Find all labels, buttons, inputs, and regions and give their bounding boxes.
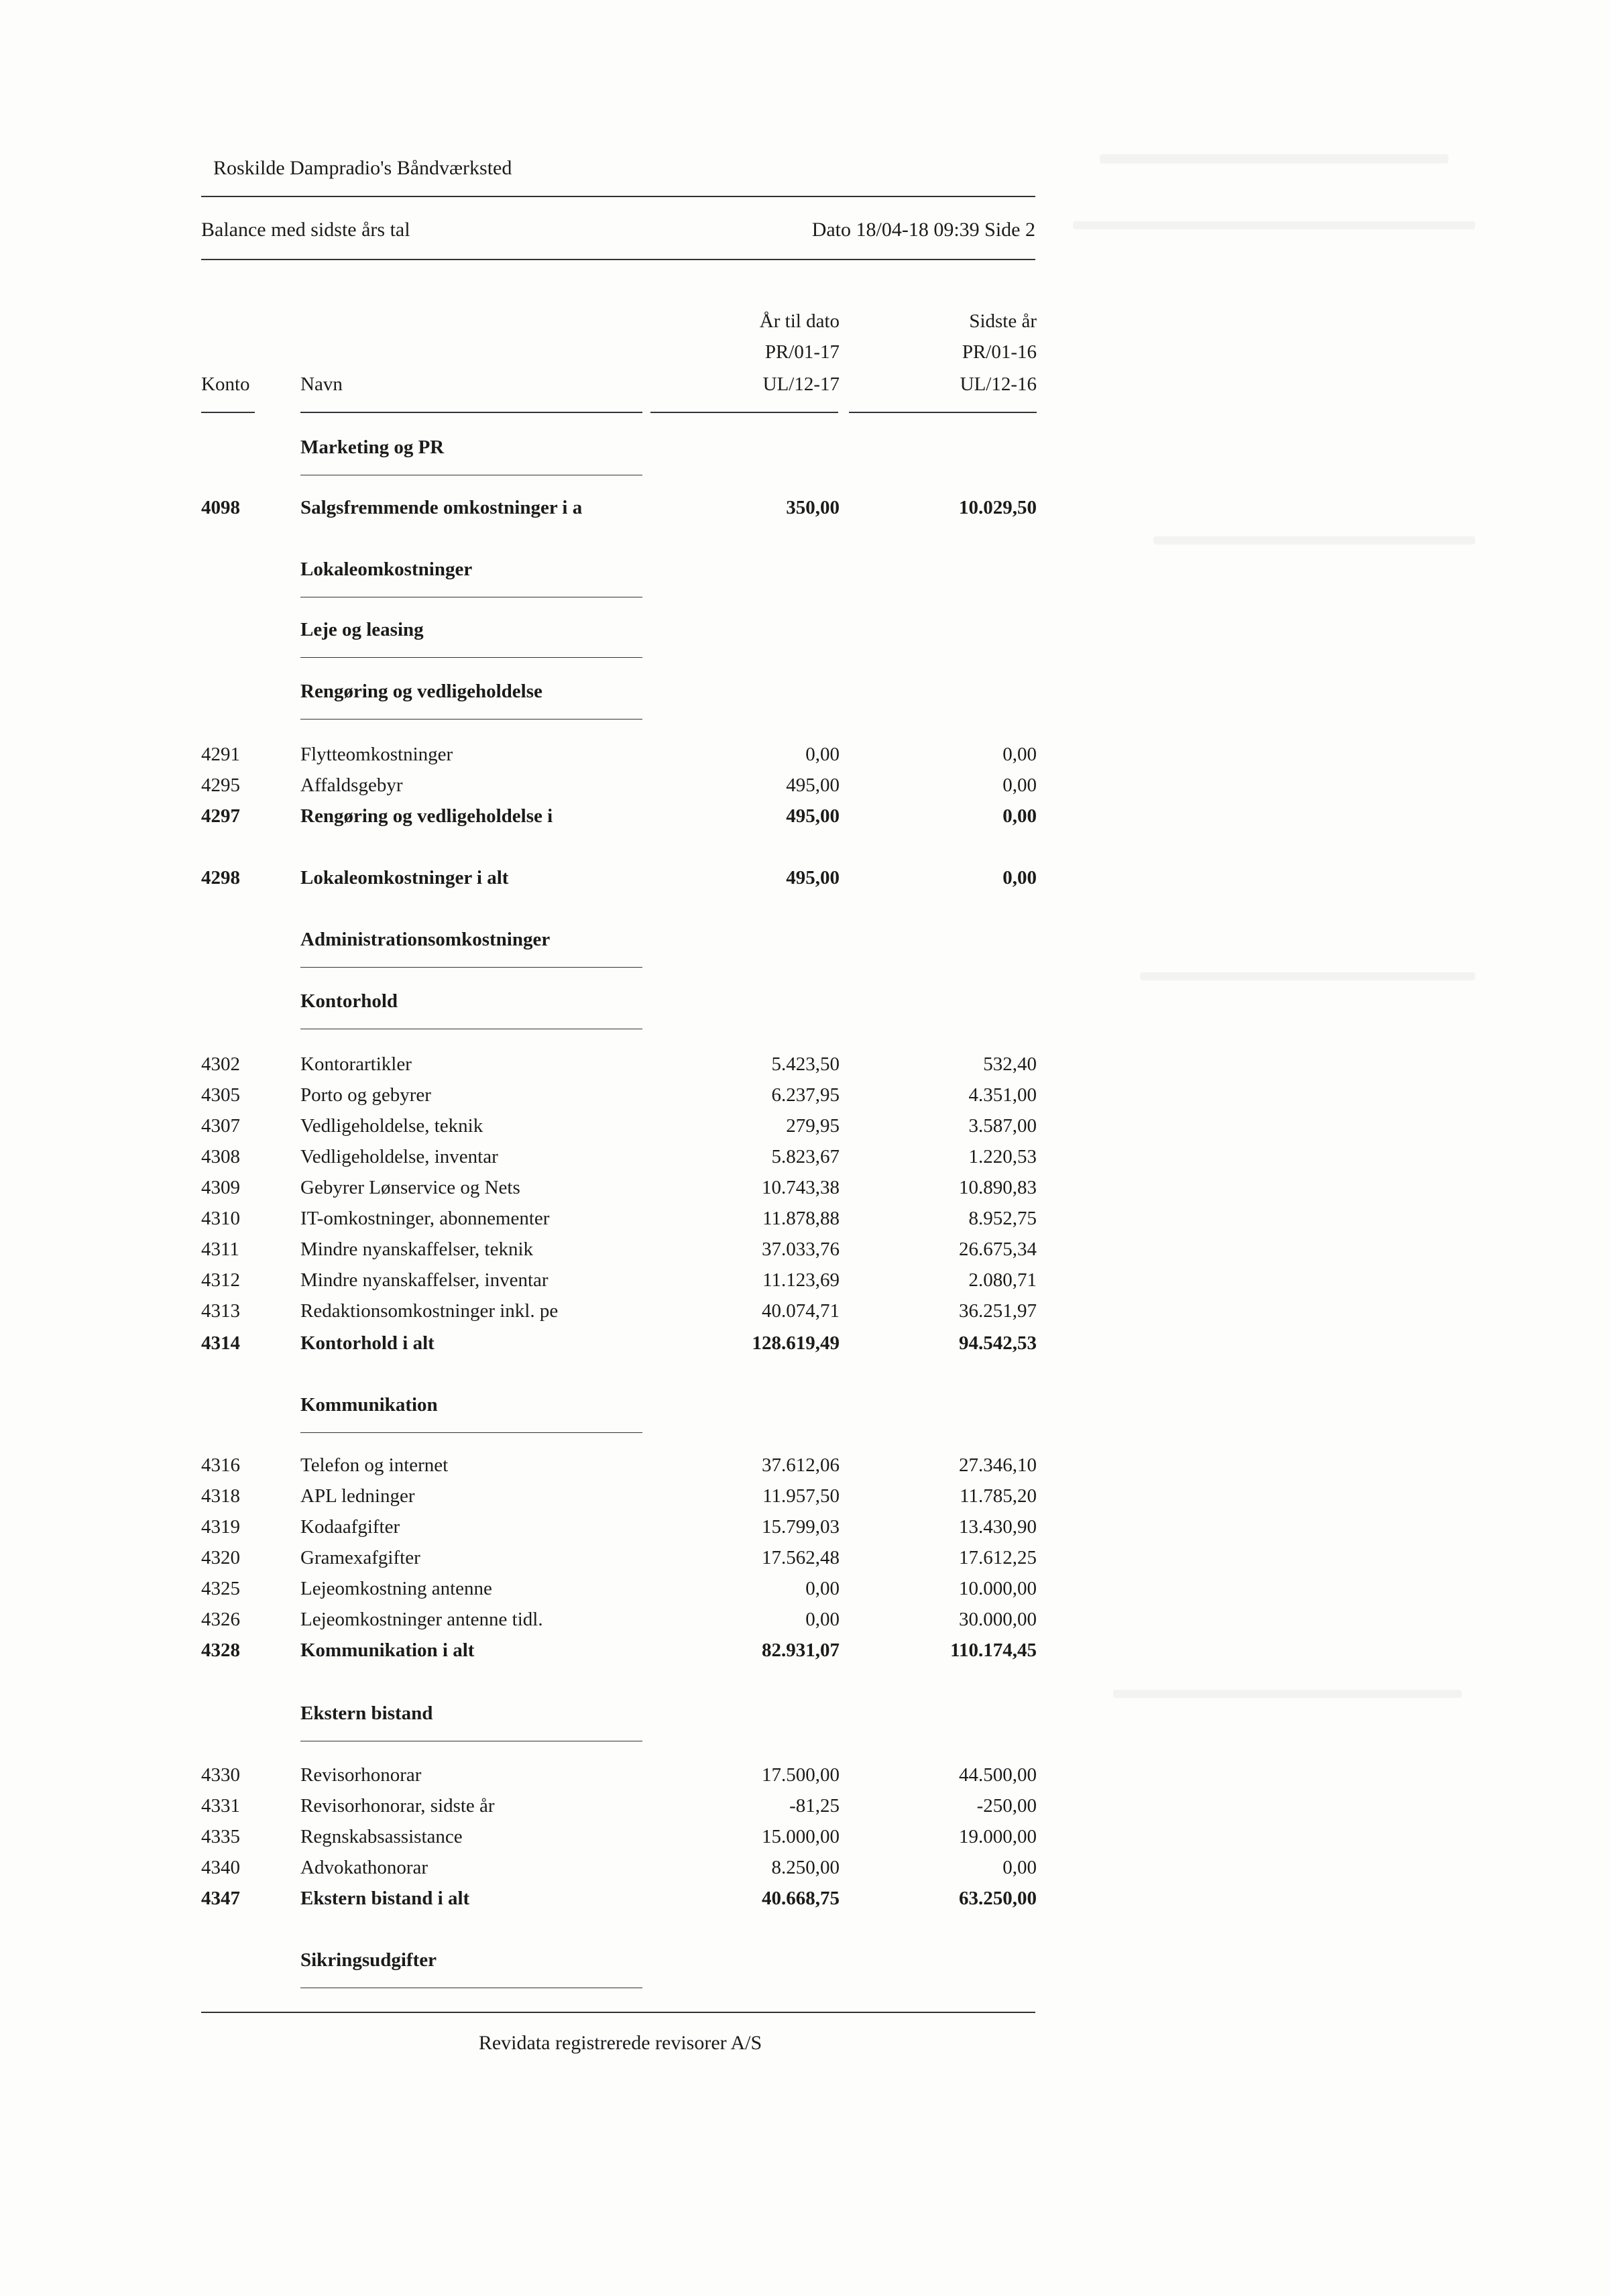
account-row-konto: 4307 [201,1115,240,1137]
account-row-value-current: 0,00 [805,1609,840,1630]
section-heading: Kontorhold [300,990,398,1012]
col1-header-line3: UL/12-17 [762,374,840,395]
account-row-name: Porto og gebyrer [300,1084,431,1106]
account-row-konto: 4295 [201,774,240,796]
account-row-value-current: 6.237,95 [771,1084,840,1106]
account-row-value-current: 40.074,71 [762,1300,840,1322]
col1-header-underline [650,412,838,413]
total-row-name: Kontorhold i alt [300,1332,435,1354]
account-row-value-current: 8.250,00 [771,1857,840,1878]
account-row-value-previous: 17.612,25 [959,1547,1037,1568]
account-row-value-previous: 13.430,90 [959,1516,1037,1538]
account-row-konto: 4316 [201,1454,240,1476]
total-row-value-previous: 10.029,50 [959,497,1037,518]
account-row-name: Lejeomkostninger antenne tidl. [300,1609,543,1630]
account-row-value-previous: 8.952,75 [968,1208,1037,1229]
account-row-value-previous: 0,00 [1002,744,1037,765]
account-row-value-previous: 10.000,00 [959,1578,1037,1599]
total-row-konto: 4298 [201,867,240,888]
account-row-konto: 4319 [201,1516,240,1538]
account-row-konto: 4309 [201,1177,240,1198]
account-row-value-previous: 44.500,00 [959,1764,1037,1786]
account-row-value-previous: 0,00 [1002,1857,1037,1878]
total-row-value-current: 128.619,49 [752,1332,840,1354]
account-row-konto: 4330 [201,1764,240,1786]
account-row-name: Kontorartikler [300,1053,412,1075]
account-row-name: Regnskabsassistance [300,1826,463,1847]
account-row-value-current: 10.743,38 [762,1177,840,1198]
date-page-info: Dato 18/04-18 09:39 Side 2 [811,219,1035,241]
section-heading: Administrationsomkostninger [300,929,551,950]
total-row-value-previous: 63.250,00 [959,1888,1037,1909]
account-row-value-previous: 2.080,71 [968,1269,1037,1291]
account-row-konto: 4320 [201,1547,240,1568]
account-row-name: Flytteomkostninger [300,744,453,765]
section-heading: Sikringsudgifter [300,1949,437,1971]
report-title: Balance med sidste års tal [201,219,410,241]
total-row-konto: 4098 [201,497,240,518]
account-row-value-current: 37.612,06 [762,1454,840,1476]
account-row-konto: 4325 [201,1578,240,1599]
account-row-konto: 4312 [201,1269,240,1291]
col2-header-underline [849,412,1037,413]
konto-header: Konto [201,374,250,395]
account-row-value-current: 0,00 [805,1578,840,1599]
account-row-name: Vedligeholdelse, teknik [300,1115,483,1137]
account-row-value-current: 17.562,48 [762,1547,840,1568]
total-row-name: Salgsfremmende omkostninger i a [300,497,583,518]
account-row-value-current: 0,00 [805,744,840,765]
total-row-konto: 4328 [201,1640,240,1661]
account-row-name: Mindre nyanskaffelser, inventar [300,1269,549,1291]
col1-header-line1: År til dato [759,310,840,332]
col2-header-line2: PR/01-16 [962,341,1037,363]
account-row-konto: 4302 [201,1053,240,1075]
account-row-value-current: 495,00 [786,774,840,796]
account-row-value-current: 279,95 [786,1115,840,1137]
account-row-name: Kodaafgifter [300,1516,400,1538]
section-heading: Lokaleomkostninger [300,559,473,580]
account-row-konto: 4291 [201,744,240,765]
account-row-value-previous: 3.587,00 [968,1115,1037,1137]
account-row-name: APL ledninger [300,1485,415,1507]
account-row-value-previous: 36.251,97 [959,1300,1037,1322]
account-row-value-current: 11.878,88 [762,1208,840,1229]
account-row-name: Affaldsgebyr [300,774,403,796]
account-row-name: Revisorhonorar [300,1764,422,1786]
account-row-konto: 4311 [201,1239,239,1260]
konto-header-underline [201,412,255,413]
account-row-name: Telefon og internet [300,1454,449,1476]
account-row-name: Gebyrer Lønservice og Nets [300,1177,520,1198]
col2-header-line1: Sidste år [969,310,1037,332]
total-row-value-current: 82.931,07 [762,1640,840,1661]
col2-header-line3: UL/12-16 [960,374,1037,395]
total-row-value-previous: 110.174,45 [950,1640,1037,1661]
section-heading: Kommunikation [300,1394,438,1416]
total-row-value-previous: 0,00 [1002,867,1037,888]
account-row-value-current: 15.799,03 [762,1516,840,1538]
section-heading: Marketing og PR [300,437,445,458]
account-row-konto: 4308 [201,1146,240,1167]
account-row-value-current: 11.957,50 [762,1485,840,1507]
total-row-value-current: 40.668,75 [762,1888,840,1909]
company-name: Roskilde Dampradio's Båndværksted [213,157,512,179]
account-row-value-previous: 4.351,00 [968,1084,1037,1106]
total-row-value-current: 350,00 [786,497,840,518]
account-row-value-previous: 532,40 [983,1053,1037,1075]
account-row-value-previous: -250,00 [976,1795,1037,1817]
scan-artifact [1113,1690,1462,1698]
account-row-value-current: 15.000,00 [762,1826,840,1847]
account-row-value-previous: 30.000,00 [959,1609,1037,1630]
account-row-name: Gramexafgifter [300,1547,420,1568]
section-heading-underline [300,657,642,658]
total-row-value-current: 495,00 [786,867,840,888]
account-row-konto: 4310 [201,1208,240,1229]
navn-header: Navn [300,374,343,395]
total-row-konto: 4297 [201,805,240,827]
account-row-konto: 4313 [201,1300,240,1322]
account-row-konto: 4331 [201,1795,240,1817]
col1-header-line2: PR/01-17 [764,341,840,363]
account-row-konto: 4340 [201,1857,240,1878]
account-row-konto: 4305 [201,1084,240,1106]
account-row-value-current: 37.033,76 [762,1239,840,1260]
account-row-value-current: -81,25 [789,1795,840,1817]
account-row-name: Advokathonorar [300,1857,428,1878]
section-heading: Leje og leasing [300,619,424,640]
footer-rule [201,2012,1035,2013]
total-row-konto: 4347 [201,1888,240,1909]
section-heading: Ekstern bistand [300,1703,433,1724]
scan-artifact [1153,536,1475,544]
account-row-value-previous: 19.000,00 [959,1826,1037,1847]
total-row-konto: 4314 [201,1332,240,1354]
account-row-value-current: 11.123,69 [762,1269,840,1291]
section-heading-underline [300,967,642,968]
scan-artifact [1100,154,1448,164]
account-row-value-current: 5.423,50 [771,1053,840,1075]
total-row-name: Rengøring og vedligeholdelse i [300,805,553,827]
account-row-konto: 4318 [201,1485,240,1507]
total-row-name: Kommunikation i alt [300,1640,475,1661]
account-row-value-previous: 11.785,20 [960,1485,1037,1507]
account-row-value-previous: 26.675,34 [959,1239,1037,1260]
header-rule-bottom [201,259,1035,260]
account-row-name: Vedligeholdelse, inventar [300,1146,498,1167]
total-row-value-previous: 0,00 [1002,805,1037,827]
account-row-konto: 4335 [201,1826,240,1847]
account-row-value-previous: 10.890,83 [959,1177,1037,1198]
account-row-name: Lejeomkostning antenne [300,1578,492,1599]
account-row-value-current: 5.823,67 [771,1146,840,1167]
account-row-value-current: 17.500,00 [762,1764,840,1786]
account-row-name: Revisorhonorar, sidste år [300,1795,495,1817]
account-row-value-previous: 27.346,10 [959,1454,1037,1476]
total-row-name: Lokaleomkostninger i alt [300,867,509,888]
total-row-value-current: 495,00 [786,805,840,827]
account-row-name: Redaktionsomkostninger inkl. pe [300,1300,559,1322]
footer-text: Revidata registrerede revisorer A/S [478,2032,762,2054]
header-rule-top [201,196,1035,197]
scan-artifact [1140,972,1475,980]
scan-artifact [1073,221,1475,229]
total-row-name: Ekstern bistand i alt [300,1888,470,1909]
section-heading-underline [300,1432,642,1433]
account-row-value-previous: 1.220,53 [968,1146,1037,1167]
navn-header-underline [300,412,642,413]
account-row-value-previous: 0,00 [1002,774,1037,796]
account-row-name: Mindre nyanskaffelser, teknik [300,1239,534,1260]
total-row-value-previous: 94.542,53 [959,1332,1037,1354]
account-row-name: IT-omkostninger, abonnementer [300,1208,550,1229]
section-heading-underline [300,719,642,720]
section-heading: Rengøring og vedligeholdelse [300,681,542,702]
account-row-konto: 4326 [201,1609,240,1630]
